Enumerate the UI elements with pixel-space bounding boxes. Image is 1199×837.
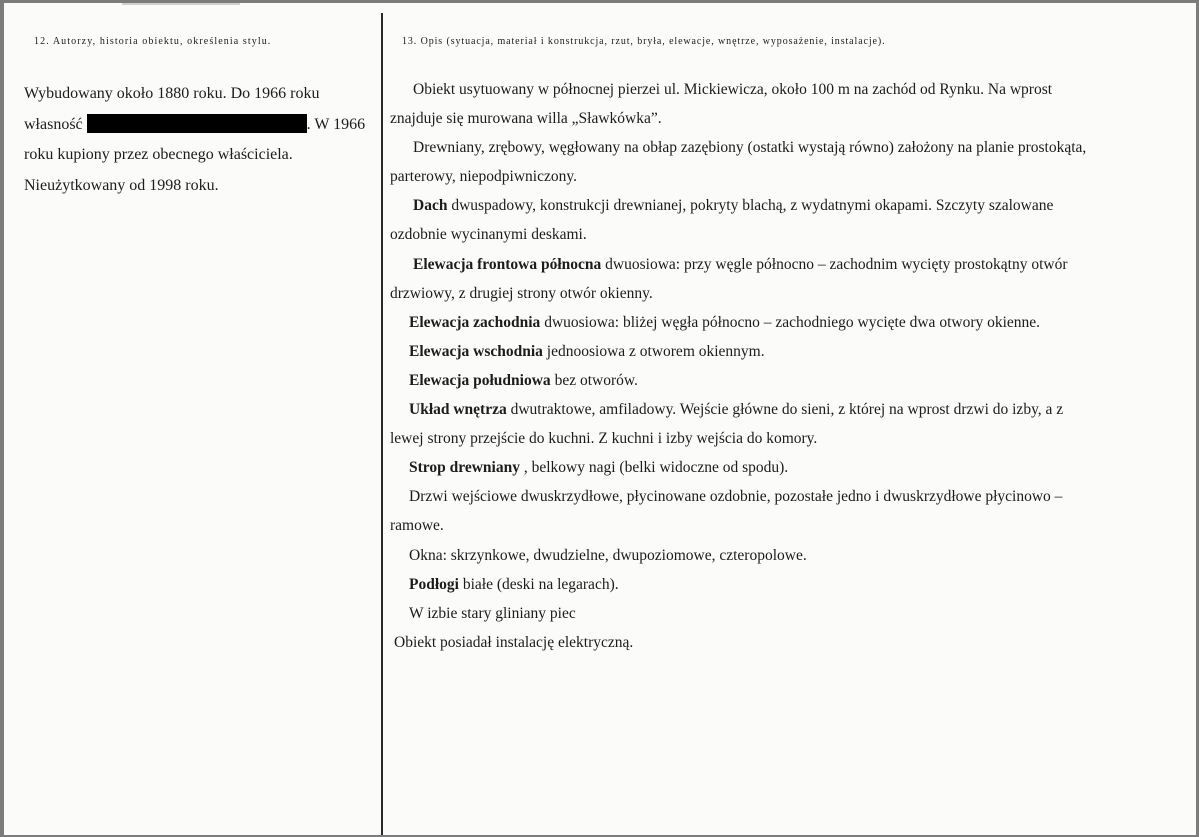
history-line-start: własność	[24, 115, 83, 133]
description-line-south	[390, 366, 1180, 395]
history-line: Nieużytkowany od 1998 roku.	[24, 176, 219, 194]
description-line: Okna: skrzynkowe, dwudzielne, dwupoziomowe, czteropolowe.	[409, 546, 807, 564]
term-bold: Elewacja wschodnia	[409, 342, 543, 360]
description-fragment: dwutraktowe, amfiladowy. Wejście główne do sieni, z której na wprost drzwi do izby, a z	[506, 401, 1064, 419]
description-line-west	[390, 308, 1180, 337]
description-line: W izbie stary gliniany piec	[409, 604, 576, 622]
history-line: Wybudowany około 1880 roku. Do 1966 roku	[24, 85, 320, 102]
description-line-front	[390, 250, 1180, 279]
description-line: drzwiowy, z drugiej strony otwór okienny.	[390, 284, 653, 302]
description-line: lewej strony przejście do kuchni. Z kuchni i izby wejścia do komory.	[390, 430, 818, 448]
description-fragment: , belkowy nagi (belki widoczne od spodu).	[519, 459, 789, 477]
history-text	[24, 79, 380, 201]
section-13-title: 13. Opis (sytuacja, materiał i konstrukcja, rzut, bryła, elewacje, wnętrze, wyposażenie, instalacje).	[402, 36, 886, 47]
description-fragment: dwuosiowa: bliżej węgła północno – zachodniego wycięte dwa otwory okienne.	[540, 313, 1041, 331]
document-sheet	[4, 3, 1196, 835]
description-line-ceiling	[390, 453, 1180, 482]
history-line: roku kupiony przez obecnego właściciela.	[24, 146, 293, 163]
description-line-floors	[390, 570, 1180, 599]
description-line: Drzwi wejściowe dwuskrzydłowe, płycinowane ozdobnie, pozostałe jedno i dwuskrzydłowe płycinowo –	[409, 488, 1063, 506]
term-bold: Strop drewniany	[409, 459, 520, 477]
history-line-end: . W 1966	[306, 115, 366, 133]
description-text	[390, 75, 1180, 657]
term-bold: Elewacja zachodnia	[409, 313, 541, 331]
history-line-redacted	[24, 110, 380, 141]
scan-edge-mark	[122, 3, 240, 5]
description-line: znajduje się murowana willa „Sławkówka”.	[390, 110, 662, 128]
description-fragment: bez otworów.	[550, 371, 638, 389]
section-12-title: 12. Autorzy, historia obiektu, określenia stylu.	[34, 36, 272, 47]
description-line: Obiekt posiadał instalację elektryczną.	[394, 633, 634, 651]
column-divider	[381, 13, 383, 835]
description-fragment: białe (deski na legarach).	[458, 575, 619, 593]
term-bold: Podłogi	[409, 575, 459, 593]
description-line-roof	[390, 191, 1180, 220]
term-bold: Elewacja południowa	[409, 371, 551, 389]
term-bold: Dach	[413, 197, 448, 215]
description-line: Drewniany, zrębowy, węgłowany na obłap zazębiony (ostatki wystają równo) założony na planie prostokąta,	[413, 139, 1087, 157]
description-line: ozdobnie wycinanymi deskami.	[390, 226, 587, 244]
term-bold: Układ wnętrza	[409, 401, 507, 419]
description-line-layout	[390, 395, 1180, 424]
description-line-east	[390, 337, 1180, 366]
description-line: parterowy, niepodpiwniczony.	[390, 168, 577, 186]
description-line: ramowe.	[390, 517, 444, 535]
description-line: Obiekt usytuowany w północnej pierzei ul. Mickiewicza, około 100 m na zachód od Rynku. Na wprost	[413, 81, 1053, 98]
term-bold: Elewacja frontowa północna	[413, 255, 602, 273]
description-fragment: dwuspadowy, konstrukcji drewnianej, pokryty blachą, z wydatnymi okapami. Szczyty szalowane	[447, 197, 1054, 215]
redaction-block	[87, 114, 307, 133]
description-fragment: jednoosiowa z otworem okiennym.	[542, 342, 765, 360]
description-fragment: dwuosiowa: przy węgle północno – zachodnim wycięty prostokątny otwór	[601, 255, 1068, 273]
